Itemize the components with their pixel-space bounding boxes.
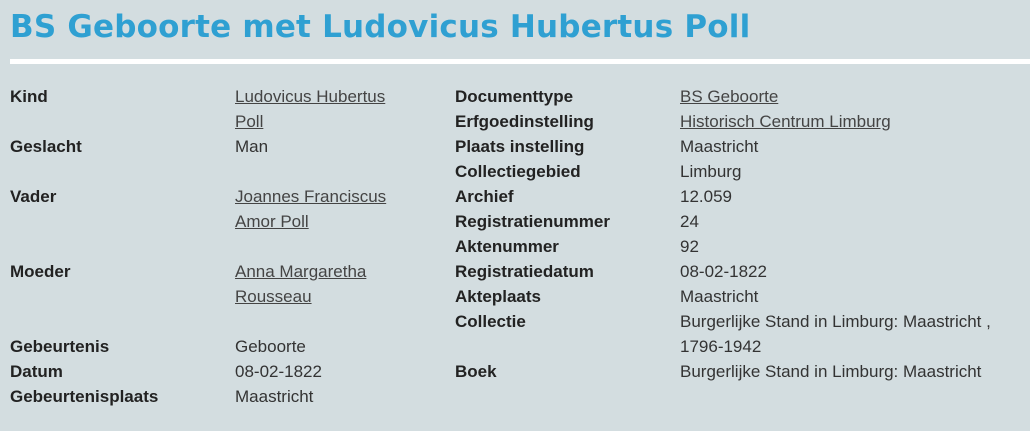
archief-value: 12.059	[680, 187, 732, 206]
collectiegebied-value: Limburg	[680, 162, 742, 181]
kind-link[interactable]: Ludovicus Hubertus Poll	[235, 87, 386, 131]
registratiedatum-value: 08-02-1822	[680, 262, 767, 281]
row-erfgoedinstelling	[455, 109, 1025, 134]
row-boek	[455, 359, 1025, 384]
gebeurtenis-label: Gebeurtenis	[10, 337, 110, 356]
registratiedatum-label: Registratiedatum	[455, 262, 594, 281]
akteplaats-value: Maastricht	[680, 287, 759, 306]
title-divider	[10, 59, 1030, 64]
row-datum	[10, 359, 415, 384]
boek-value: Burgerlijke Stand in Limburg: Maastricht	[680, 362, 982, 381]
erfgoedinstelling-label: Erfgoedinstelling	[455, 112, 594, 131]
row-collectie	[455, 309, 1025, 359]
aktenummer-value: 92	[680, 237, 699, 256]
aktenummer-label: Aktenummer	[455, 237, 559, 256]
person-details-table	[10, 84, 415, 409]
vader-label: Vader	[10, 187, 57, 206]
gebeurtenisplaats-value: Maastricht	[235, 387, 314, 406]
geslacht-label: Geslacht	[10, 137, 82, 156]
vader-link[interactable]: Joannes Franciscus Amor Poll	[235, 187, 387, 231]
erfgoedinstelling-link[interactable]: Historisch Centrum Limburg	[680, 112, 891, 131]
row-registratiedatum	[455, 259, 1025, 284]
row-geslacht	[10, 134, 415, 159]
boek-label: Boek	[455, 362, 497, 381]
row-vader	[10, 184, 415, 234]
page-title: BS Geboorte met Ludovicus Hubertus Poll	[10, 9, 751, 45]
row-akteplaats	[455, 284, 1025, 309]
collectie-value: Burgerlijke Stand in Limburg: Maastricht , 1796-1942	[680, 312, 991, 356]
gebeurtenisplaats-label: Gebeurtenisplaats	[10, 387, 159, 406]
geslacht-value: Man	[235, 137, 269, 156]
collectie-label: Collectie	[455, 312, 526, 331]
archief-label: Archief	[455, 187, 514, 206]
plaats-instelling-label: Plaats instelling	[455, 137, 585, 156]
document-details-table	[455, 84, 1025, 384]
registratienummer-value: 24	[680, 212, 699, 231]
plaats-instelling-value: Maastricht	[680, 137, 759, 156]
moeder-link[interactable]: Anna Margaretha Rousseau	[235, 262, 367, 306]
documenttype-link[interactable]: BS Geboorte	[680, 87, 779, 106]
documenttype-label: Documenttype	[455, 87, 574, 106]
kind-label: Kind	[10, 87, 48, 106]
row-plaats-instelling	[455, 134, 1025, 159]
registratienummer-label: Registratienummer	[455, 212, 610, 231]
row-registratienummer	[455, 209, 1025, 234]
row-gebeurtenisplaats	[10, 384, 415, 409]
datum-value: 08-02-1822	[235, 362, 322, 381]
row-documenttype	[455, 84, 1025, 109]
row-archief	[455, 184, 1025, 209]
akteplaats-label: Akteplaats	[455, 287, 541, 306]
datum-label: Datum	[10, 362, 63, 381]
row-collectiegebied	[455, 159, 1025, 184]
row-aktenummer	[455, 234, 1025, 259]
row-moeder	[10, 259, 415, 309]
collectiegebied-label: Collectiegebied	[455, 162, 581, 181]
moeder-label: Moeder	[10, 262, 71, 281]
row-kind	[10, 84, 415, 134]
row-gebeurtenis	[10, 334, 415, 359]
gebeurtenis-value: Geboorte	[235, 337, 306, 356]
